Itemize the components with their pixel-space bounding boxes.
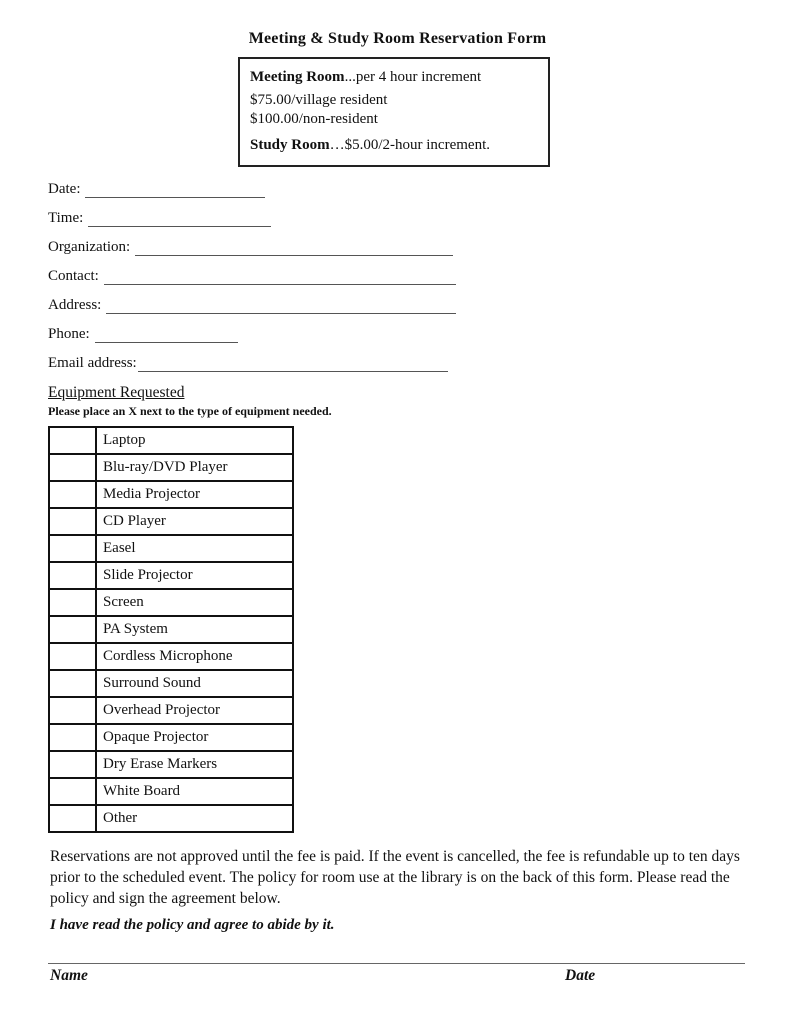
equipment-row xyxy=(49,427,293,454)
field-row-time xyxy=(48,210,747,229)
equipment-item-label: Cordless Microphone xyxy=(96,643,293,670)
equipment-row xyxy=(49,643,293,670)
study-room-label: Study Room xyxy=(250,137,330,153)
equipment-row xyxy=(49,724,293,751)
field-label: Organization: xyxy=(48,239,131,255)
equipment-checkbox-cell[interactable] xyxy=(49,724,96,751)
field-blank-line[interactable] xyxy=(138,356,448,372)
study-room-rate: …$5.00/2-hour increment. xyxy=(329,137,490,153)
equipment-item-label: Surround Sound xyxy=(96,670,293,697)
equipment-item-label: Other xyxy=(96,805,293,832)
field-row-date xyxy=(48,181,747,200)
equipment-row xyxy=(49,535,293,562)
equipment-item-label: Overhead Projector xyxy=(96,697,293,724)
equipment-row xyxy=(49,508,293,535)
field-label: Contact: xyxy=(48,268,99,284)
field-blank-line[interactable] xyxy=(88,211,271,227)
field-label: Address: xyxy=(48,297,102,313)
field-row-address xyxy=(48,297,747,316)
field-row-phone xyxy=(48,326,747,345)
meeting-room-prices xyxy=(250,91,538,129)
equipment-row xyxy=(49,670,293,697)
signature-date-label: Date xyxy=(565,967,596,984)
meeting-room-fee-line xyxy=(250,67,538,87)
equipment-checkbox-cell[interactable] xyxy=(49,589,96,616)
equipment-checkbox-cell[interactable] xyxy=(49,535,96,562)
equipment-row xyxy=(49,562,293,589)
field-label: Email address: xyxy=(48,355,137,371)
equipment-checkbox-cell[interactable] xyxy=(49,481,96,508)
field-label: Date: xyxy=(48,181,81,197)
resident-price: $75.00/village resident xyxy=(250,92,388,108)
equipment-checkbox-cell[interactable] xyxy=(49,643,96,670)
nonresident-price: $100.00/non-resident xyxy=(250,111,378,127)
equipment-row xyxy=(49,616,293,643)
equipment-row xyxy=(49,454,293,481)
equipment-item-label: Laptop xyxy=(96,427,293,454)
equipment-table-body xyxy=(49,427,293,832)
equipment-checkbox-cell[interactable] xyxy=(49,751,96,778)
study-room-fee-line xyxy=(250,135,538,155)
signature-block xyxy=(48,963,745,997)
equipment-checkbox-cell[interactable] xyxy=(49,427,96,454)
equipment-item-label: Media Projector xyxy=(96,481,293,508)
field-blank-line[interactable] xyxy=(104,269,456,285)
equipment-checkbox-cell[interactable] xyxy=(49,616,96,643)
field-label: Phone: xyxy=(48,326,90,342)
equipment-section-heading: Equipment Requested xyxy=(48,384,185,401)
equipment-row xyxy=(49,481,293,508)
policy-paragraph: Reservations are not approved until the fee is paid. If the event is cancelled, the fee is refundable up to ten days prior to the scheduled event. The policy for room use at the library is on the back of this form. Please read the policy and sign the agreement below. xyxy=(50,848,740,907)
field-row-emailaddress xyxy=(48,355,747,374)
field-row-organization xyxy=(48,239,747,258)
equipment-row xyxy=(49,589,293,616)
equipment-item-label: PA System xyxy=(96,616,293,643)
equipment-item-label: Opaque Projector xyxy=(96,724,293,751)
equipment-checkbox-cell[interactable] xyxy=(49,778,96,805)
equipment-instruction: Please place an X next to the type of equipment needed. xyxy=(48,404,332,418)
equipment-item-label: Blu-ray/DVD Player xyxy=(96,454,293,481)
equipment-row xyxy=(49,805,293,832)
agreement-statement: I have read the policy and agree to abide by it. xyxy=(50,917,335,933)
equipment-checkbox-cell[interactable] xyxy=(49,454,96,481)
equipment-table xyxy=(48,426,294,833)
equipment-item-label: Dry Erase Markers xyxy=(96,751,293,778)
field-blank-line[interactable] xyxy=(95,327,238,343)
field-label: Time: xyxy=(48,210,84,226)
meeting-room-label: Meeting Room xyxy=(250,69,345,85)
meeting-room-rate: ...per 4 hour increment xyxy=(344,69,482,85)
field-blank-line[interactable] xyxy=(85,182,265,198)
field-row-contact xyxy=(48,268,747,287)
equipment-item-label: Screen xyxy=(96,589,293,616)
equipment-row xyxy=(49,778,293,805)
page-title: Meeting & Study Room Reservation Form xyxy=(248,30,547,47)
contact-fields-section xyxy=(48,181,747,374)
equipment-checkbox-cell[interactable] xyxy=(49,508,96,535)
equipment-checkbox-cell[interactable] xyxy=(49,805,96,832)
equipment-row xyxy=(49,697,293,724)
equipment-checkbox-cell[interactable] xyxy=(49,697,96,724)
signature-name-label: Name xyxy=(50,967,88,984)
equipment-row xyxy=(49,751,293,778)
equipment-item-label: Easel xyxy=(96,535,293,562)
fee-info-box xyxy=(238,57,550,167)
equipment-item-label: White Board xyxy=(96,778,293,805)
equipment-item-label: Slide Projector xyxy=(96,562,293,589)
equipment-checkbox-cell[interactable] xyxy=(49,670,96,697)
field-blank-line[interactable] xyxy=(135,240,453,256)
equipment-item-label: CD Player xyxy=(96,508,293,535)
equipment-checkbox-cell[interactable] xyxy=(49,562,96,589)
field-blank-line[interactable] xyxy=(106,298,456,314)
